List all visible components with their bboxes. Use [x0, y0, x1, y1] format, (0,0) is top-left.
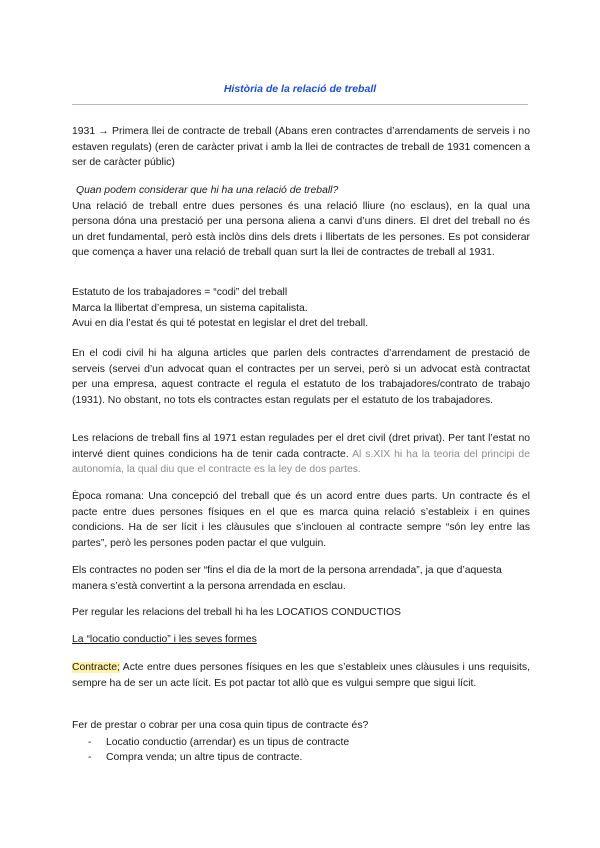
contracte-definition: Acte entre dues persones físiques en les que s’estableix unes clàusules i uns requisits, sempre ha de ser un acte lícit. Es pot pactar tot allò que es vulgui sempre que sigui lícit. — [72, 662, 530, 689]
estatuto-line: Estatuto de los trabajadores = “codi” del treball — [72, 287, 288, 298]
bullet-dash: - — [88, 737, 92, 748]
estatuto-line: Marca la llibertat d’empresa, un sistema capitalista. — [72, 302, 308, 314]
list-item: - Locatio conductio (arrendar) es un tipus de contracte — [88, 737, 350, 748]
text-1971-grey: Al s.XIX hi ha la teoria del principi de autonomía, la qual diu que el contracte es la ley de dos partes. — [72, 448, 530, 476]
highlighted-term: Contracte; — [72, 662, 120, 673]
section-relacio — [72, 183, 530, 261]
paragraph-fer: Fer de prestar o cobrar per una cosa quin tipus de contracte és? — [72, 720, 369, 731]
contract-type-list — [88, 735, 528, 765]
list-item: - Compra venda; un altre tipus de contracte. — [88, 752, 303, 763]
document-title: Història de la relació de treball — [223, 83, 377, 95]
bullet-dash: - — [88, 752, 92, 763]
paragraph-codi-civil: En el codi civil hi ha alguna articles que parlen dels contractes d’arrendament de prestació de serveis (servei d’un advocat quan el contractes per un servei, però si un advocat està contractat per una empresa, aquest contracte el regula el estatuto de los trabajadores/contrato de trabajo (1931). No obstant, no tots els contractes estan regulats per el estatuto de los trabajadores. — [72, 348, 530, 406]
paragraph-1931: 1931 → Primera llei de contracte de treball (Abans eren contractes d’arrendaments de serveis i no estaven regulats) (eren de caràcter privat i amb la llei de contractes de treball de 1931 comencen a ser de caràcter públic) — [72, 126, 530, 169]
text-1971-main: Les relacions de treball fins al 1971 estan regulades per el dret civil (dret privat). Per tant l’estat no intervé dient quines condicions ha de tenir cada contracte. — [72, 433, 530, 460]
title-divider — [72, 104, 528, 105]
paragraph-contracte — [72, 660, 530, 691]
paragraph-contractes: Els contractes no poden ser “fins el dia de la mort de la persona arrendada”, ja que d’aquesta manera s’està convertint a la persona arrendada en esclau. — [72, 565, 502, 592]
estatuto-line: Avui en dia l’estat és qui té potestat en legislar el dret del treball. — [72, 318, 369, 330]
section-estatuto — [72, 285, 530, 332]
paragraph-locatios: Per regular les relacions del treball hi ha les LOCATIOS CONDUCTIOS — [72, 607, 401, 618]
paragraph-relacio: Una relació de treball entre dues persones és una relació lliure (no esclaus), en la qual una persona dóna una prestació per una persona aliena a canvi d’uns diners. El dret del treball no és un dret fundamental, però està inclòs dins dels drets i llibertats de les persones. Es pot considerar que comença a haver una relació de treball quan surt la llei de contractes de treball al 1931. — [72, 200, 530, 259]
question-heading: Quan podem considerar que hi ha una relació de treball? — [76, 185, 339, 196]
paragraph-1971 — [72, 431, 530, 478]
paragraph-epoca-romana: Època romana: Una concepció del treball que és un acord entre dues parts. Un contracte és el pacte entre dues persones físiques en el que es marca quina relació s’estableix i en quines condicions. Ha de ser lícit i les clàusules que s’inclouen al contracte sempre “són ley entre las partes”, però les persones poden pactar el que vulguin. — [72, 491, 530, 549]
heading-locatio-conductio: La “locatio conductio” i les seves formes — [72, 634, 257, 645]
